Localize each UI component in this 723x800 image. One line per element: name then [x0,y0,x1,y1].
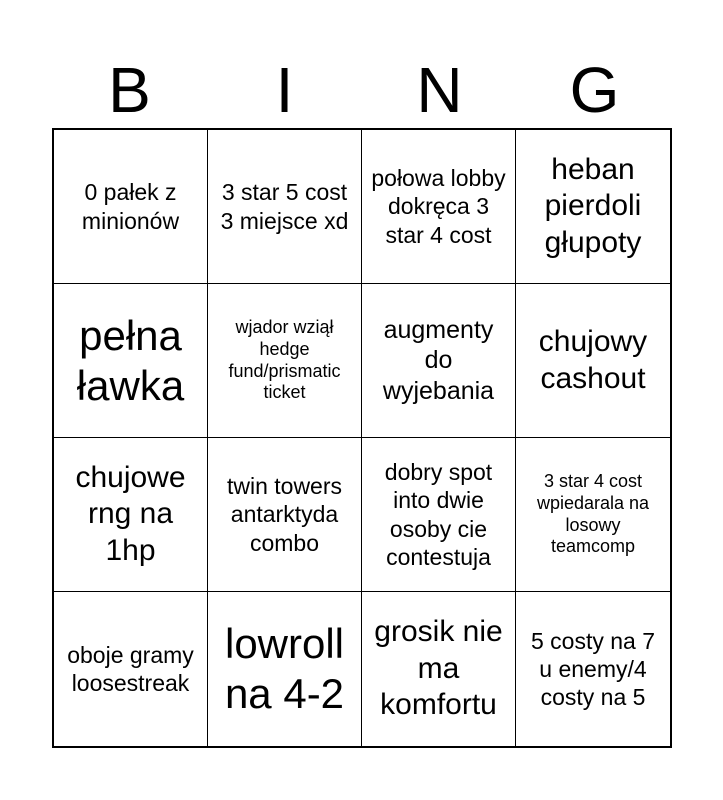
bingo-cell[interactable]: 3 star 5 cost 3 miejsce xd [208,130,362,284]
bingo-cell[interactable]: pełna ławka [54,284,208,438]
bingo-cell[interactable]: heban pierdoli głupoty [516,130,670,284]
header-letter-i: I [275,54,294,126]
bingo-cell[interactable]: chujowe rng na 1hp [54,438,208,592]
bingo-cell[interactable]: 0 pałek z minionów [54,130,208,284]
bingo-cell[interactable]: oboje gramy loosestreak [54,592,208,746]
bingo-cell[interactable]: 3 star 4 cost wpiedarala na losowy teamcomp [516,438,670,592]
bingo-cell[interactable]: lowroll na 4-2 [208,592,362,746]
header-letter-g: G [569,54,620,126]
bingo-cell[interactable]: dobry spot into dwie osoby cie contestuja [362,438,516,592]
header-letter-n: N [416,54,463,126]
bingo-cell[interactable]: grosik nie ma komfortu [362,592,516,746]
bingo-cell[interactable]: chujowy cashout [516,284,670,438]
header-letter-b: B [108,54,151,126]
bingo-cell[interactable]: 5 costy na 7 u enemy/4 costy na 5 [530,627,656,711]
bingo-cell[interactable]: wjador wziął hedge fund/prismatic ticket [208,284,362,438]
bingo-cell[interactable]: twin towers antarktyda combo [208,438,362,592]
bingo-header [52,52,672,128]
bingo-cell[interactable]: augmenty do wyjebania [362,284,516,438]
bingo-board [52,128,672,748]
bingo-cell[interactable]: połowa lobby dokręca 3 star 4 cost [362,130,516,284]
